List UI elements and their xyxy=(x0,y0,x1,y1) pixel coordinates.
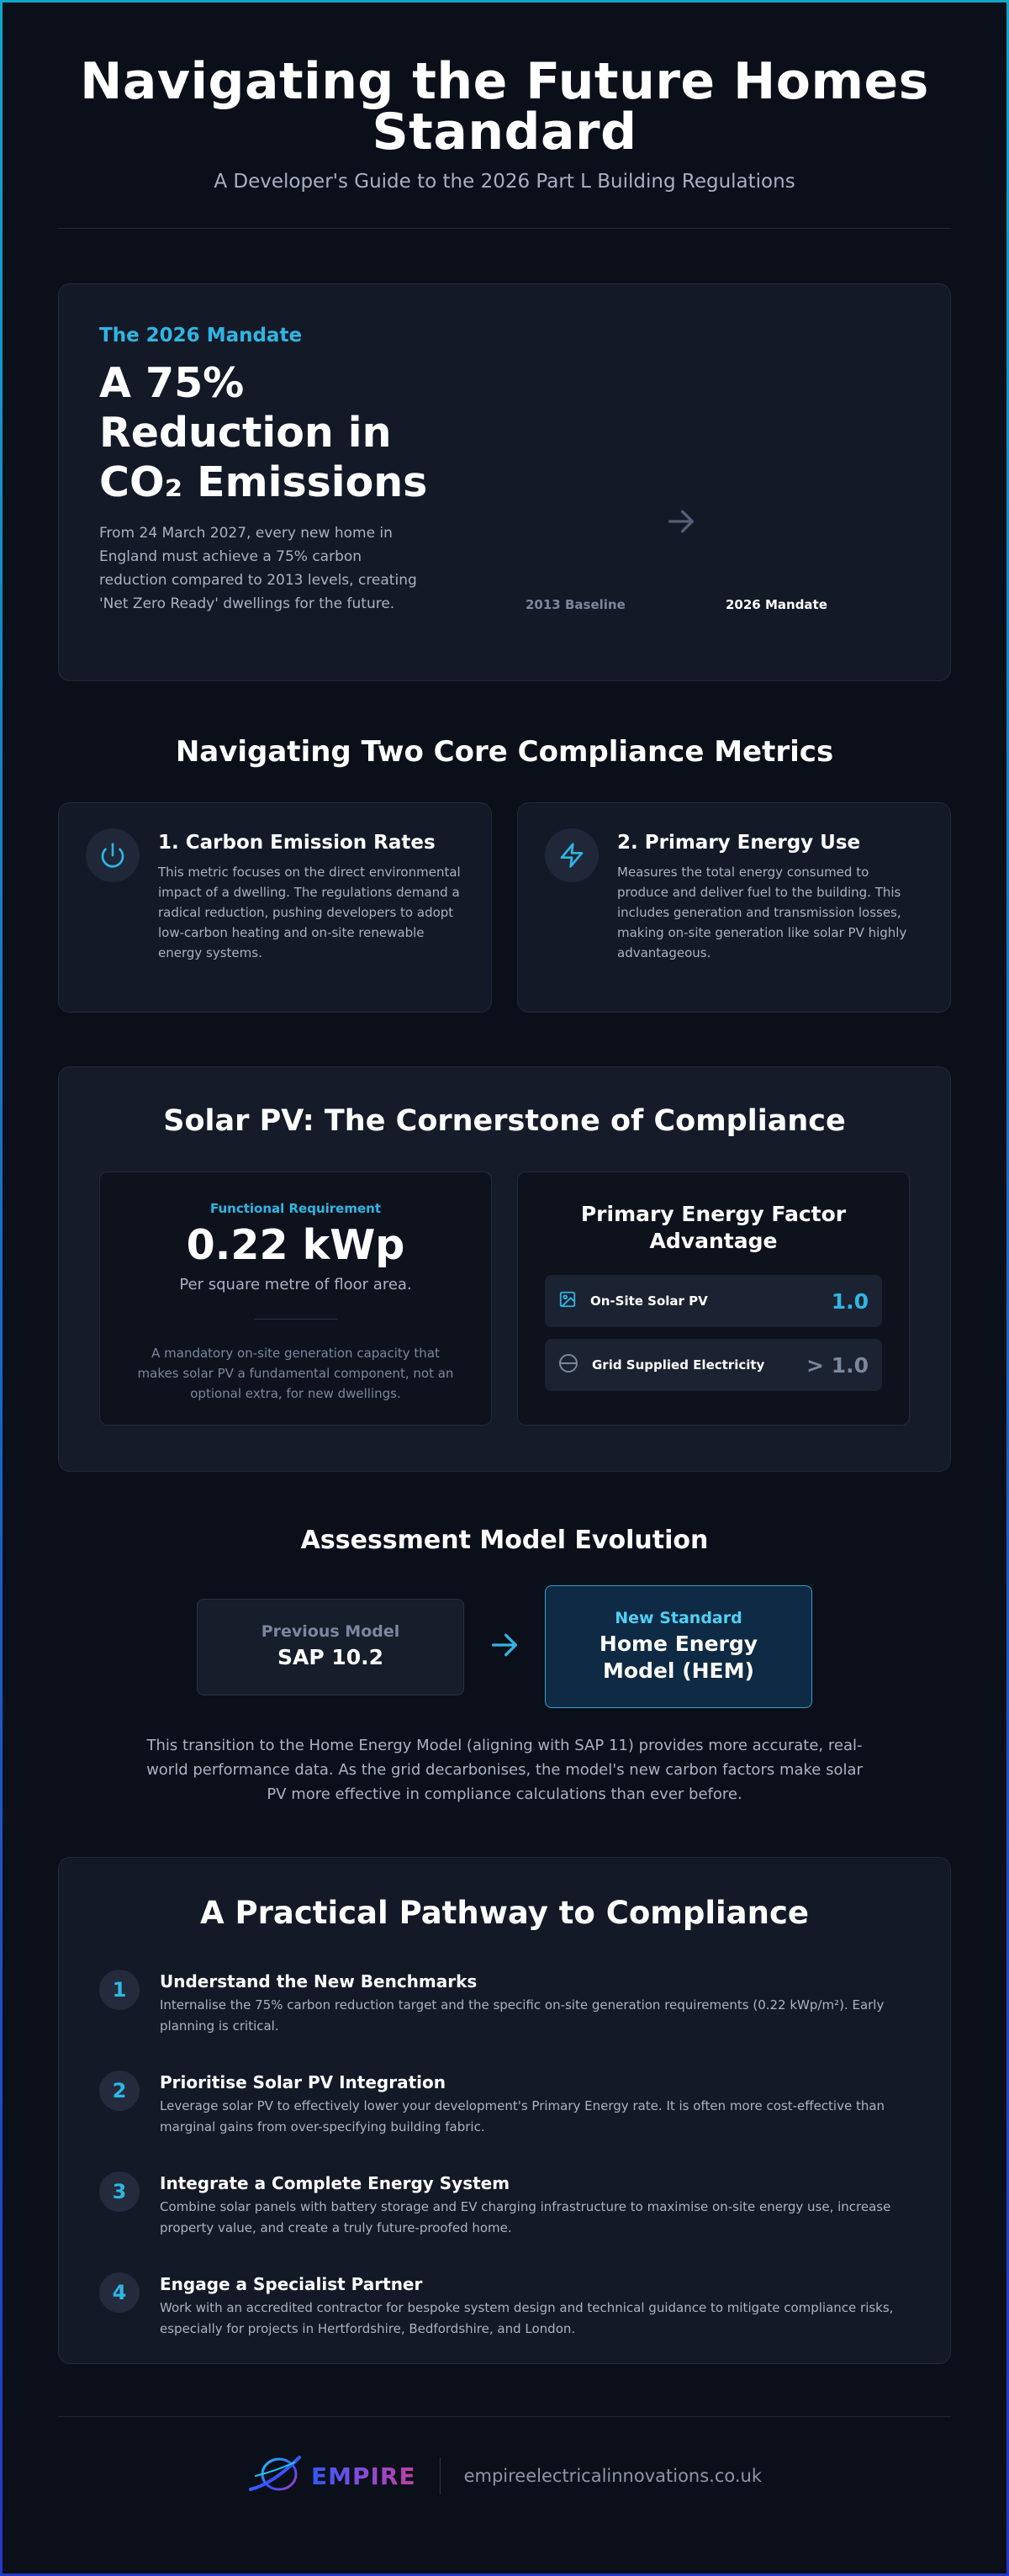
metric-body xyxy=(617,828,923,986)
previous-model-tag: Previous Model xyxy=(261,1622,400,1641)
step-text: Combine solar panels with battery storage and EV charging infrastructure to maximise on-site energy use, increase property value, and create a truly future-proofed home. xyxy=(160,2199,891,2235)
models-row xyxy=(58,1585,951,1708)
step-number: 2 xyxy=(99,2071,140,2111)
mandate-eyebrow: The 2026 Mandate xyxy=(99,325,303,346)
step-number: 1 xyxy=(99,1970,140,2010)
previous-model-name: SAP 10.2 xyxy=(277,1645,384,1669)
solar-title: Solar PV: The Cornerstone of Compliance xyxy=(163,1104,846,1138)
metrics-row xyxy=(58,802,951,1013)
requirement-label: Functional Requirement xyxy=(209,1201,382,1216)
pathway-step xyxy=(99,2171,910,2239)
pef-card xyxy=(517,1172,910,1426)
requirement-value: 0.22 kWp xyxy=(186,1221,405,1269)
metric-card-energy xyxy=(517,802,951,1013)
step-title: Understand the New Benchmarks xyxy=(160,1971,478,1992)
pathway-section xyxy=(58,1857,951,2364)
metric-body xyxy=(158,828,464,986)
arrow-right-icon xyxy=(664,505,698,546)
new-model-card xyxy=(545,1585,812,1708)
metric-card-carbon xyxy=(58,802,492,1013)
logo-swoosh-icon xyxy=(247,2451,306,2501)
company-logo[interactable] xyxy=(247,2451,416,2501)
requirement-card xyxy=(99,1172,492,1426)
footer-separator xyxy=(440,2457,441,2494)
requirement-divider xyxy=(254,1319,338,1320)
pathway-step xyxy=(99,2071,910,2138)
mandate-card xyxy=(58,283,951,681)
metric-text: This metric focuses on the direct environmental impact of a dwelling. The regulations demand a radical reduction, pushing developers to adopt low-carbon heating and on-site renewable energy systems. xyxy=(158,865,461,960)
page-subtitle: A Developer's Guide to the 2026 Part L Building Regulations xyxy=(214,171,795,193)
logo-text: EMPIRE xyxy=(310,2462,416,2490)
requirement-note: A mandatory on-site generation capacity that makes solar PV a fundamental component, not an optional extra, for new dwellings. xyxy=(137,1346,454,1401)
baseline-label: 2013 Baseline xyxy=(526,597,626,612)
arrow-right-icon xyxy=(488,1628,521,1665)
metric-title: 2. Primary Energy Use xyxy=(617,832,861,854)
footer xyxy=(58,2451,951,2501)
power-icon xyxy=(86,828,140,882)
new-model-name: Home Energy Model (HEM) xyxy=(599,1632,758,1683)
step-text: Leverage solar PV to effectively lower your development's Primary Energy rate. It is often more cost-effective than marginal gains from over-specifying building fabric. xyxy=(160,2098,885,2134)
pef-row-value: 1.0 xyxy=(831,1288,869,1314)
content-container xyxy=(58,3,951,2501)
assessment-text: This transition to the Home Energy Model (aligning with SAP 11) provides more accurate, real-world performance data. As the grid decarbonises, the model's new carbon factors make solar PV more effective in compliance calculations than ever before. xyxy=(146,1737,863,1803)
metric-title: 1. Carbon Emission Rates xyxy=(158,832,436,854)
grid-icon xyxy=(558,1353,578,1377)
step-text: Internalise the 75% carbon reduction target and the specific on-site generation requirements (0.22 kWp/m²). Early planning is critical. xyxy=(160,1997,885,2034)
pef-title: Primary Energy Factor Advantage xyxy=(580,1202,847,1253)
solar-section xyxy=(58,1066,951,1472)
metrics-title: Navigating Two Core Compliance Metrics xyxy=(175,735,834,769)
previous-model-card xyxy=(197,1599,464,1695)
step-number: 4 xyxy=(99,2272,140,2313)
pathway-title: A Practical Pathway to Compliance xyxy=(199,1895,810,1931)
mandate-headline: A 75% Reduction in CO₂ Emissions xyxy=(99,359,428,506)
pathway-step xyxy=(99,1970,910,2037)
step-number: 3 xyxy=(99,2171,140,2212)
pathway-step xyxy=(99,2272,910,2340)
mandate-description: From 24 March 2027, every new home in England must achieve a 75% carbon reduction compared to 2013 levels, creating 'Net Zero Ready' dwellings for the future. xyxy=(99,525,417,612)
pef-row-name: Grid Supplied Electricity xyxy=(592,1357,765,1373)
footer-divider xyxy=(58,2416,951,2417)
requirement-unit: Per square metre of floor area. xyxy=(179,1276,412,1293)
solar-row xyxy=(99,1172,910,1426)
pef-row-solar xyxy=(545,1275,882,1327)
step-title: Engage a Specialist Partner xyxy=(160,2274,423,2294)
website-link[interactable]: empireelectricalinnovations.co.uk xyxy=(463,2466,763,2486)
step-text: Work with an accredited contractor for bespoke system design and technical guidance to mitigate compliance risks, especially for projects in Hertfordshire, Bedfordshire, and London. xyxy=(160,2300,894,2336)
lightning-icon xyxy=(545,828,599,882)
metric-text: Measures the total energy consumed to produce and deliver fuel to the building. This includes generation and transmission losses, making on-site generation like solar PV highly advantageous. xyxy=(617,865,907,960)
page-title: Navigating the Future Homes Standard xyxy=(80,52,929,161)
assessment-title: Assessment Model Evolution xyxy=(300,1526,709,1555)
header-divider xyxy=(58,228,951,229)
pef-row-grid xyxy=(545,1339,882,1391)
pathway-steps xyxy=(99,1970,910,2340)
step-title: Prioritise Solar PV Integration xyxy=(160,2072,446,2092)
solar-panel-icon xyxy=(558,1290,577,1312)
pef-row-value: > 1.0 xyxy=(806,1352,869,1378)
pef-row-name: On-Site Solar PV xyxy=(590,1293,708,1309)
mandate-label: 2026 Mandate xyxy=(726,597,827,612)
new-model-tag: New Standard xyxy=(615,1609,742,1627)
step-title: Integrate a Complete Energy System xyxy=(160,2173,510,2193)
